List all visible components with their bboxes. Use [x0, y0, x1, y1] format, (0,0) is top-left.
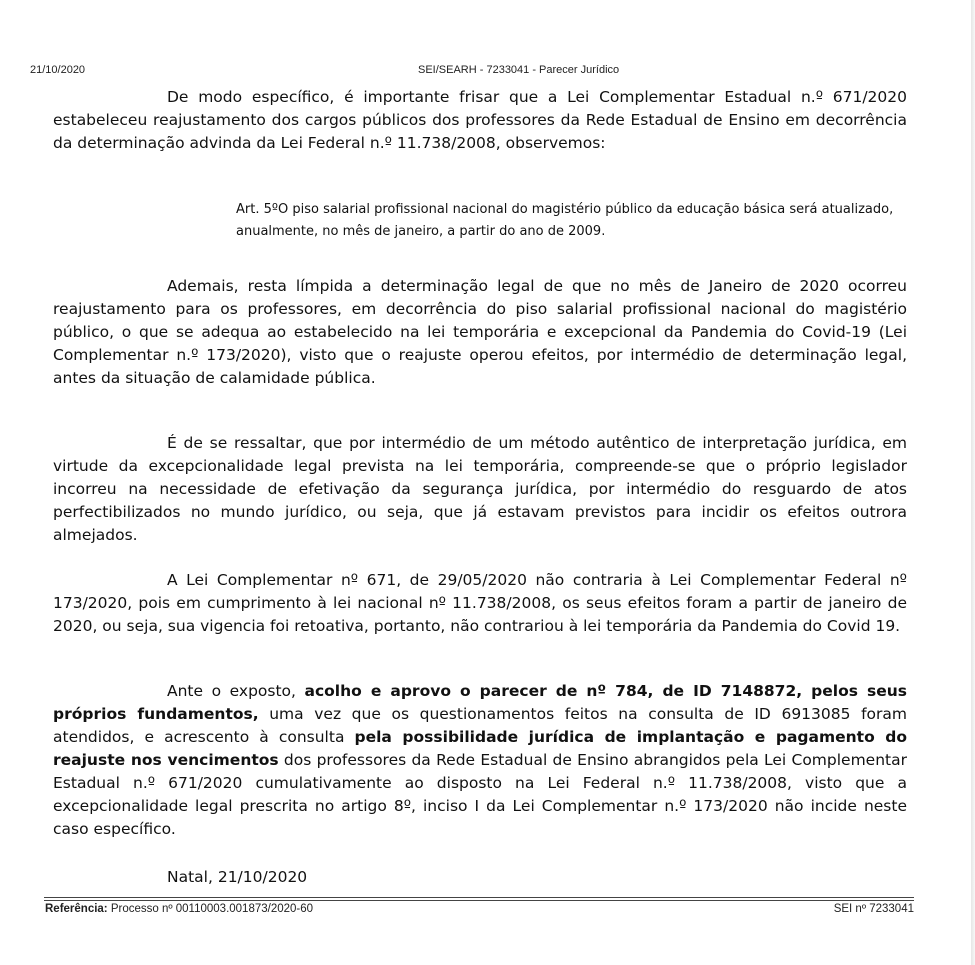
paragraph-5-approval: acolho e aprovo o parecer de nº 784, de ID 7148872, pelos seus próprios fundamentos,	[53, 682, 907, 723]
signoff-place-date: Natal, 21/10/2020	[167, 868, 308, 886]
paragraph-4: A Lei Complementar nº 671, de 29/05/2020 não contraria à Lei Complementar Federal nº 173/2020, pois em cumprimento à lei nacional nº 11.738/2008, os seus efeitos foram a partir de janeiro de 2020, ou seja, sua vigencia foi retoativa, portanto, não contrariou à lei temporária da Pandemia do Covid 19.	[53, 571, 907, 635]
footer-reference-label: Referência:	[45, 903, 108, 915]
paragraph-5-middle: uma vez que os questionamentos feitos na consulta de ID 6913085 foram atendidos, e acrescento à consulta	[53, 705, 907, 746]
paragraph-1: De modo específico, é importante frisar que a Lei Complementar Estadual n.º 671/2020 estabeleceu reajustamento dos cargos públicos dos professores da Rede Estadual de Ensino em decorrência da determinação advinda da Lei Federal n.º 11.738/2008, observemos:	[53, 88, 907, 152]
paragraph-5-lead: Ante o exposto,	[167, 682, 305, 700]
paragraph-2: Ademais, resta límpida a determinação legal de que no mês de Janeiro de 2020 ocorreu reajustamento para os professores, em decorrência do piso salarial profissional nacional do magistério público, o que se adequa ao estabelecido na lei temporária e excepcional da Pandemia do Covid-19 (Lei Complementar n.º 173/2020), visto que o reajuste operou efeitos, por intermédio de determinação legal, antes da situação de calamidade pública.	[53, 277, 907, 387]
footer-reference	[45, 903, 313, 915]
paragraph-5-possibility: pela possibilidade jurídica de implantação e pagamento do reajuste nos vencimentos	[53, 728, 907, 769]
footer-rule-top	[44, 897, 914, 898]
page-edge	[971, 0, 975, 965]
header-date: 21/10/2020	[30, 64, 86, 76]
paragraph-5	[53, 680, 907, 841]
law-quote: Art. 5ºO piso salarial profissional nacional do magistério público da educação básica será atualizado, anualmente, no mês de janeiro, a partir do ano de 2009.	[236, 202, 894, 239]
header-title: SEI/SEARH - 7233041 - Parecer Jurídico	[418, 64, 620, 76]
paragraph-3: É de se ressaltar, que por intermédio de um método autêntico de interpretação jurídica, em virtude da excepcionalidade legal prevista na lei temporária, compreende-se que o próprio legislador incorreu na necessidade de efetivação da segurança jurídica, por intermédio do resguardo de atos perfectibilizados no mundo jurídico, ou seja, que já estavam previstos para incidir os efeitos outrora almejados.	[53, 434, 907, 544]
paragraph-5-tail: dos professores da Rede Estadual de Ensino abrangidos pela Lei Complementar Estadual n.º 671/2020 cumulativamente ao disposto na Lei Federal n.º 11.738/2008, visto que a excepcionalidade legal prescrita no artigo 8º, inciso I da Lei Complementar n.º 173/2020 não incide neste caso específico.	[53, 751, 907, 838]
footer-rule-bottom	[44, 900, 914, 901]
footer-reference-value: Processo nº 00110003.001873/2020-60	[107, 903, 314, 915]
footer-sei-number: SEI nº 7233041	[833, 903, 914, 915]
